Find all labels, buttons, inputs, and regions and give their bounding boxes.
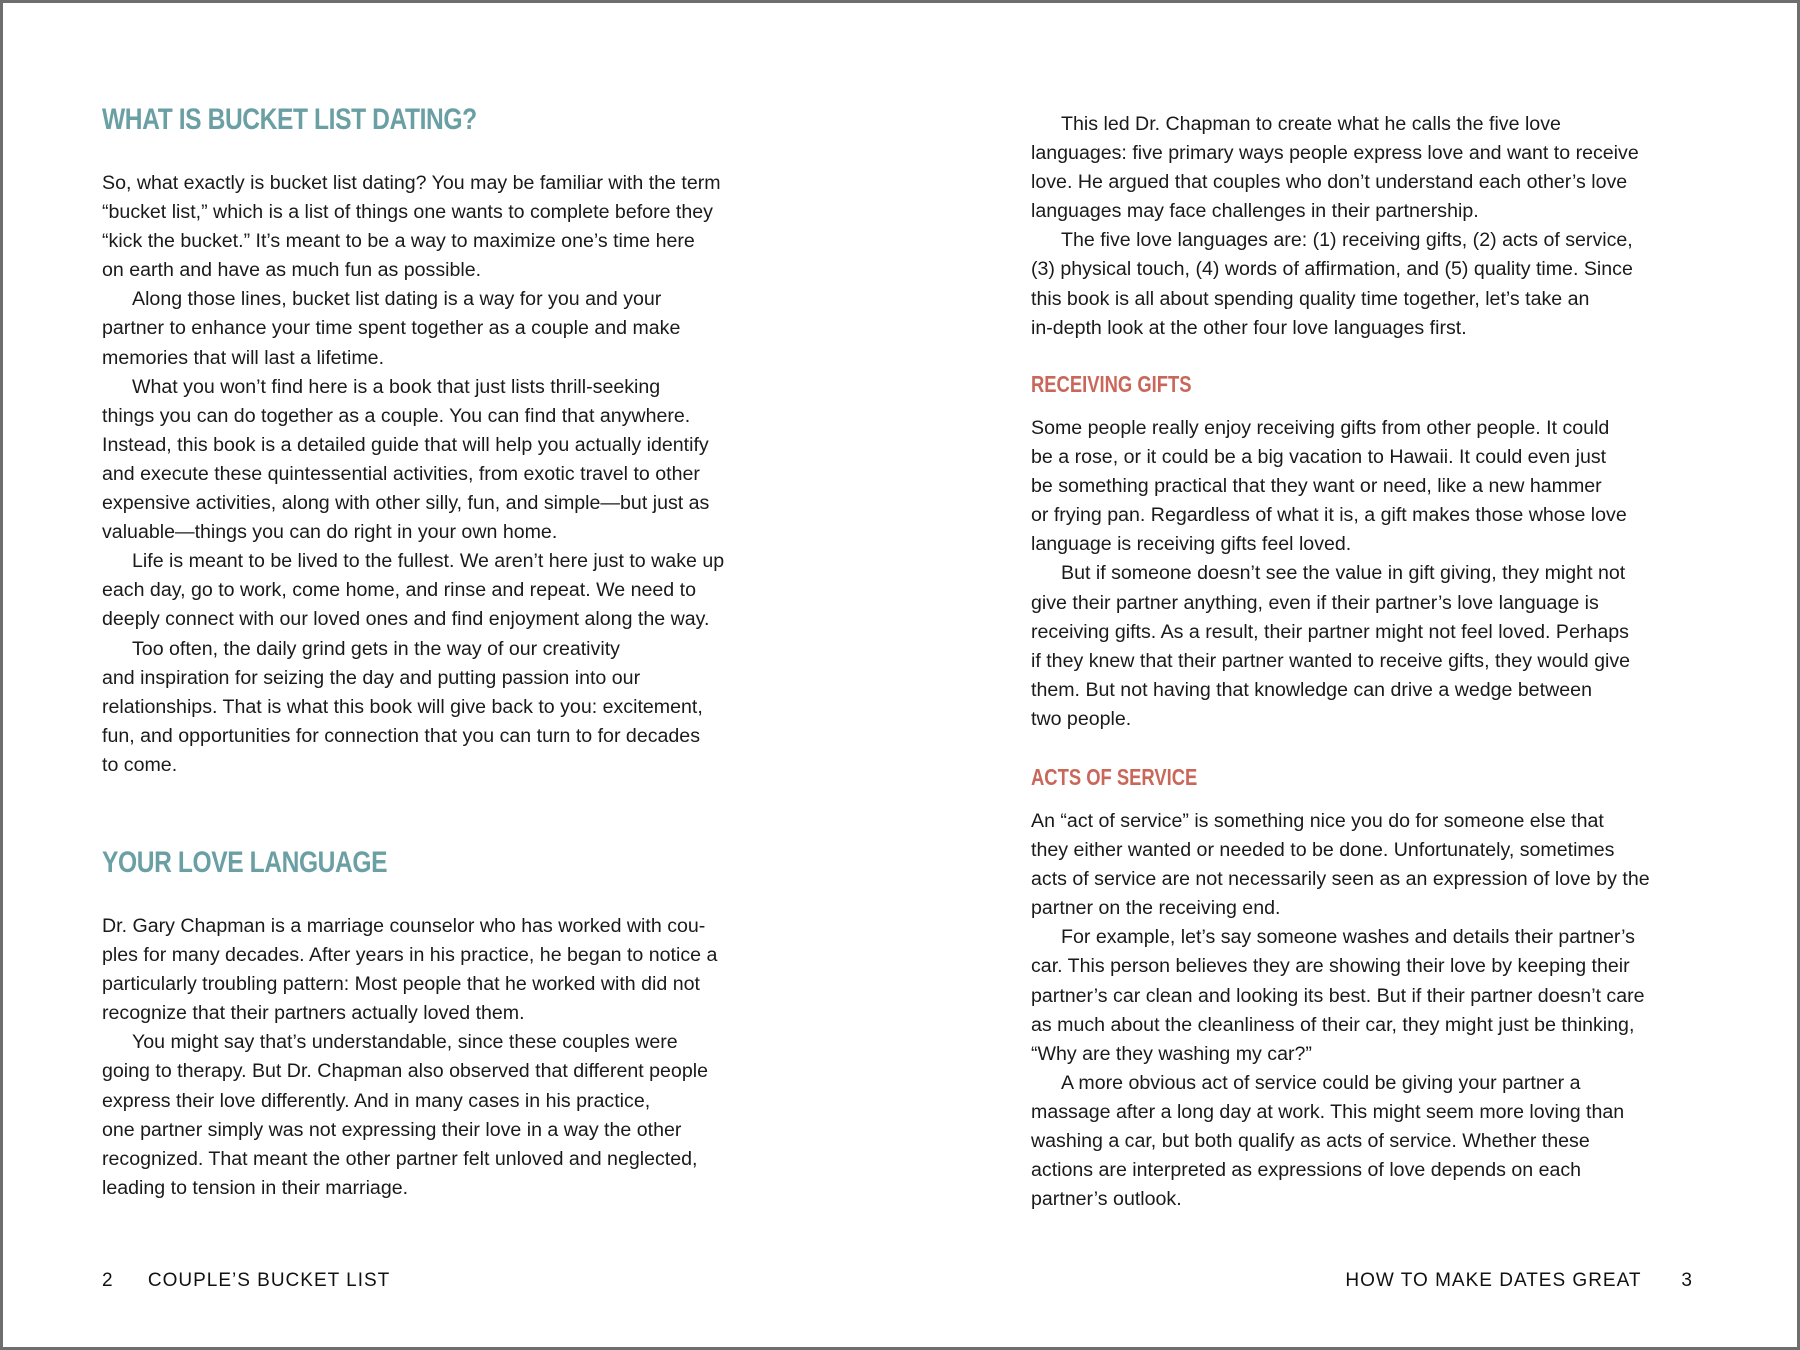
text-line: leading to tension in their marriage.	[102, 1176, 409, 1199]
text-line: washing a car, but both qualify as acts of service. Whether these	[1031, 1130, 1590, 1153]
text-line: valuable—things you can do right in your own home.	[102, 521, 558, 544]
text-line: express their love differently. And in many cases in his practice,	[102, 1089, 651, 1112]
text-line: be something practical that they want or need, like a new hammer	[1031, 475, 1602, 498]
text-line: in-depth look at the other four love languages first.	[1031, 316, 1467, 339]
text-line: Some people really enjoy receiving gifts from other people. It could	[1031, 417, 1610, 439]
text-line: (3) physical touch, (4) words of affirmation, and (5) quality time. Since	[1031, 258, 1633, 281]
text-line: them. But not having that knowledge can drive a wedge between	[1031, 678, 1592, 701]
text-line: What you won’t find here is a book that just lists thrill-seeking	[132, 375, 661, 398]
text-line: things you can do together as a couple. You can find that anywhere.	[102, 404, 691, 427]
text-line: languages may face challenges in their partnership.	[1031, 200, 1479, 223]
text-line: fun, and opportunities for connection that you can turn to for decades	[102, 724, 701, 747]
text-line: But if someone doesn’t see the value in gift giving, they might not	[1061, 562, 1626, 585]
text-line: partner’s car clean and looking its best. But if their partner doesn’t care	[1031, 984, 1645, 1007]
text-line: to come.	[102, 753, 178, 776]
text-line: languages: five primary ways people express love and want to receive	[1031, 142, 1639, 165]
section-five-love-languages-intro	[1031, 110, 1731, 343]
section-acts-of-service-body	[1031, 807, 1731, 1214]
text-line: one partner simply was not expressing their love in a way the other	[102, 1118, 682, 1141]
heading-receiving-gifts: RECEIVING GIFTS	[1031, 371, 1192, 397]
text-line: expensive activities, along with other silly, fun, and simple—but just as	[102, 492, 710, 515]
page-number-right: 3	[1681, 1270, 1693, 1291]
text-line: and execute these quintessential activities, from exotic travel to other	[102, 462, 700, 485]
text-line: love. He argued that couples who don’t understand each other’s love	[1031, 171, 1628, 194]
text-line: if they knew that their partner wanted to receive gifts, they would give	[1031, 649, 1631, 672]
text-line: Too often, the daily grind gets in the way of our creativity	[132, 637, 620, 660]
text-line: A more obvious act of service could be giving your partner a	[1061, 1071, 1581, 1094]
text-line: For example, let’s say someone washes and details their partner’s	[1061, 926, 1635, 949]
text-line: “kick the bucket.” It’s meant to be a way to maximize one’s time here	[102, 230, 695, 253]
text-line: going to therapy. But Dr. Chapman also observed that different people	[102, 1060, 708, 1083]
heading-what-is-bucket-list-dating: WHAT IS BUCKET LIST DATING?	[102, 103, 477, 136]
text-line: Life is meant to be lived to the fullest. We aren’t here just to wake up	[132, 550, 725, 573]
text-line: partner on the receiving end.	[1031, 897, 1281, 920]
text-line: Along those lines, bucket list dating is a way for you and your	[132, 288, 662, 311]
text-line: Dr. Gary Chapman is a marriage counselor who has worked with cou-	[102, 915, 706, 937]
text-line: recognized. That meant the other partner felt unloved and neglected,	[102, 1147, 698, 1170]
text-line: So, what exactly is bucket list dating? You may be familiar with the term	[102, 172, 721, 194]
section-receiving-gifts-body	[1031, 414, 1731, 734]
text-line: two people.	[1031, 707, 1132, 730]
text-line: and inspiration for seizing the day and putting passion into our	[102, 666, 641, 689]
text-line: This led Dr. Chapman to create what he calls the five love	[1061, 113, 1561, 135]
text-line: acts of service are not necessarily seen as an expression of love by the	[1031, 868, 1650, 891]
text-line: this book is all about spending quality time together, let’s take an	[1031, 287, 1590, 310]
text-line: ples for many decades. After years in his practice, he began to notice a	[102, 944, 718, 967]
text-line: or frying pan. Regardless of what it is, a gift makes those whose love	[1031, 504, 1627, 527]
text-line: each day, go to work, come home, and rinse and repeat. We need to	[102, 579, 696, 602]
text-line: partner’s outlook.	[1031, 1188, 1182, 1211]
heading-your-love-language: YOUR LOVE LANGUAGE	[102, 846, 388, 879]
text-line: memories that will last a lifetime.	[102, 346, 385, 369]
running-title-right: HOW TO MAKE DATES GREAT	[1345, 1270, 1642, 1291]
book-spread	[3, 3, 1797, 1347]
running-title-left: COUPLE’S BUCKET LIST	[147, 1270, 391, 1291]
text-line: language is receiving gifts feel loved.	[1031, 533, 1352, 556]
text-line: An “act of service” is something nice you do for someone else that	[1031, 810, 1604, 832]
text-line: “bucket list,” which is a list of things one wants to complete before they	[102, 201, 713, 224]
text-line: You might say that’s understandable, since these couples were	[132, 1031, 678, 1054]
text-line: car. This person believes they are showing their love by keeping their	[1031, 955, 1630, 978]
left-page-footer	[102, 1270, 390, 1292]
text-line: give their partner anything, even if their partner’s love language is	[1031, 591, 1599, 614]
text-line: recognize that their partners actually loved them.	[102, 1002, 525, 1025]
text-line: The five love languages are: (1) receiving gifts, (2) acts of service,	[1061, 229, 1633, 252]
text-line: massage after a long day at work. This might seem more loving than	[1031, 1100, 1625, 1123]
text-line: receiving gifts. As a result, their partner might not feel loved. Perhaps	[1031, 620, 1629, 643]
text-line: Instead, this book is a detailed guide that will help you actually identify	[102, 433, 709, 456]
text-line: particularly troubling pattern: Most people that he worked with did not	[102, 973, 700, 996]
text-line: they either wanted or needed to be done. Unfortunately, sometimes	[1031, 839, 1615, 862]
text-line: “Why are they washing my car?”	[1031, 1042, 1312, 1065]
text-line: as much about the cleanliness of their car, they might just be thinking,	[1031, 1013, 1635, 1036]
text-line: deeply connect with our loved ones and find enjoyment along the way.	[102, 608, 710, 631]
section-love-language-body	[102, 912, 802, 1203]
text-line: relationships. That is what this book will give back to you: excitement,	[102, 695, 703, 718]
section-bucket-list-dating-body	[102, 169, 802, 780]
text-line: on earth and have as much fun as possible.	[102, 259, 482, 282]
text-line: be a rose, or it could be a big vacation to Hawaii. It could even just	[1031, 446, 1607, 469]
heading-acts-of-service: ACTS OF SERVICE	[1031, 764, 1198, 790]
text-line: partner to enhance your time spent together as a couple and make	[102, 317, 681, 340]
text-line: actions are interpreted as expressions of love depends on each	[1031, 1159, 1582, 1182]
page-number-left: 2	[102, 1270, 114, 1291]
right-page-footer	[1345, 1270, 1693, 1292]
